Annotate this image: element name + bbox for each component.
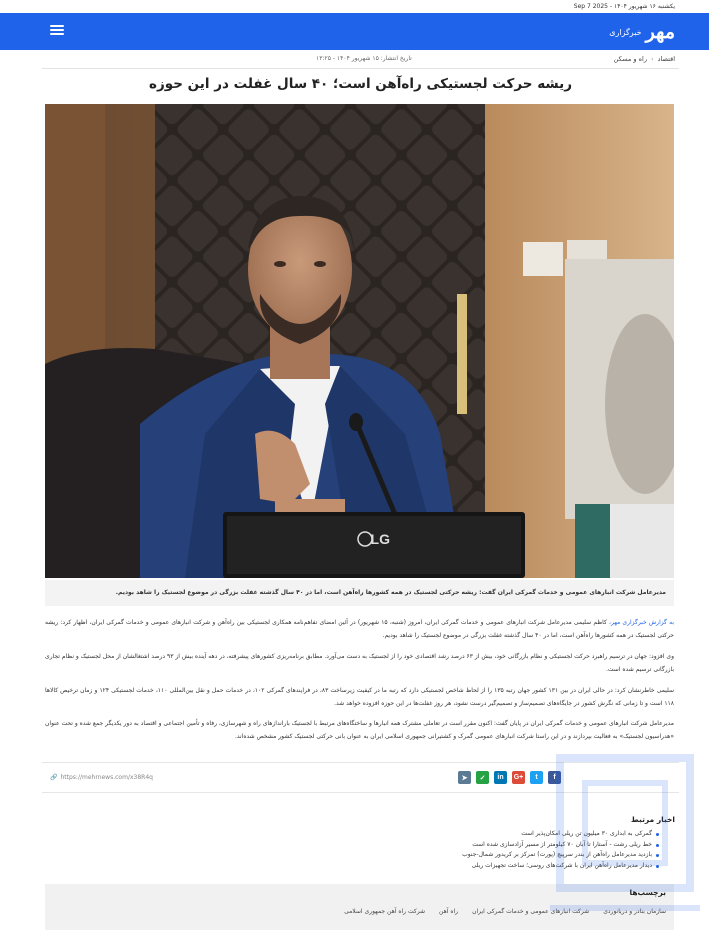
short-link[interactable] xyxy=(50,774,153,781)
article-paragraph-1 xyxy=(45,617,674,642)
article-paragraph-3: سلیمی خاطرنشان کرد: در حالی ایران در بین ۱۳۱ کشور جهان رتبه ۱۳۵ را از لحاظ شاخص لجستیکی دارد که رتبه ما در کیفیت زیرساخت ۸۳، در فرایندهای گمرکی ۱۰۲، در خدمات حمل و نقل بین‌المللی ۱۱۰، خدمات لجستیکی ۱۲۴ و زمان ترخیص کالاها ۱۱۸ است و تا زمانی که نگرش کشور در جایگاه‌های تصمیم‌ساز و تصمیم‌گیر درست نشود، هر روز غفلت‌ها در این حوزه افزوده خواهد شد. xyxy=(45,687,674,707)
twitter-share-icon[interactable]: t xyxy=(530,771,543,784)
related-news-item[interactable]: بازدید مدیرعامل راه‌آهن از بندر سرپیچ (پورت) تمرکز بر کریدور شمال-جنوب xyxy=(239,850,659,861)
article-photo xyxy=(45,104,674,578)
site-logo[interactable] xyxy=(565,17,675,47)
link-icon: 🔗 xyxy=(50,774,58,781)
related-news-item[interactable]: خط ریلی رشت - آستارا تا آبان ۷۰ کیلومتر از مسیر آزادسازی شده است xyxy=(239,840,659,851)
tags-box xyxy=(45,884,674,930)
google-plus-share-icon[interactable]: G+ xyxy=(512,771,525,784)
share-buttons xyxy=(458,771,561,784)
news-agency-link[interactable]: به گزارش خبرگزاری مهر، xyxy=(609,619,674,626)
tag-item[interactable]: سازمان بنادر و دریانوردی xyxy=(603,908,666,915)
top-date-bar xyxy=(0,0,709,13)
tag-item[interactable]: شرکت راه آهن جمهوری اسلامی xyxy=(344,908,426,915)
article-paragraph-2: وی افزود: جهان در ترسیم راهبرد حرکت لجستیکی و نظام بازرگانی خود، بیش از ۶۳ درصد رشد اقتصادی خود را از لجستیک به دست می‌آورد. مطابق برنامه‌ریزی کشورهای پیشرفته، در دهه آینده بیش از ۹۳ درصد اشتغالشان از محل لجستیک و نظام تجاری بازرگانی ترسیم شده است. xyxy=(45,653,674,673)
photo-caption: مدیرعامل شرکت انبارهای عمومی و خدمات گمرکی ایران گفت: ریشه حرکتی لجستیک در همه کشورها راه‌آهن است، اما در ۴۰ سال گذشته غفلت بزرگی در موضوع لجستیک را شاهد بودیم. xyxy=(45,580,674,606)
divider xyxy=(42,792,679,793)
article-photo-image xyxy=(45,104,674,578)
tag-item[interactable]: شرکت انبارهای عمومی و خدمات گمرکی ایران xyxy=(472,908,590,915)
whatsapp-share-icon[interactable]: ✓ xyxy=(476,771,489,784)
related-news-item[interactable]: گمرکی به ابداری ۳۰ میلیون تن ریلی امکان‌پذیر است xyxy=(239,829,659,840)
logo-mark: مهر xyxy=(645,21,675,43)
tags-heading: برچسب‌ها xyxy=(629,888,666,897)
article-title: ریشه حرکت لجستیکی راه‌آهن است؛ ۴۰ سال غفلت در این حوزه xyxy=(149,76,572,92)
linkedin-share-icon[interactable]: in xyxy=(494,771,507,784)
logo-subtitle: خبرگزاری xyxy=(609,27,642,37)
breadcrumb xyxy=(614,55,675,63)
hamburger-menu-icon[interactable] xyxy=(50,23,64,37)
publish-date: تاریخ انتشار: ۱۵ شهریور ۱۴۰۴ - ۱۳:۲۵ xyxy=(316,55,412,62)
facebook-share-icon[interactable]: f xyxy=(548,771,561,784)
tag-item[interactable]: راه آهن xyxy=(439,908,459,915)
article-paragraph-4: مدیرعامل شرکت انبارهای عمومی و خدمات گمرکی ایران در پایان گفت: اکنون مقرر است در تعاملی مشترک همه انبارها و ساختگاه‌های مرتبط با لجستیک بارانداز‌های راه و شهرسازی، رفاه و تأمین اجتماعی و اقتصاد به دور یکدیگر جمع شده و تحت عنوان «هدراسیون لجستیک» به فعالیت بپردازند و در این راستا شرکت انبارهای عمومی گمرک و کشتیرانی جمهوری اسلامی ایران به عنوان بانی حرکتی لجستیک کشور مشخص شده‌اند. xyxy=(45,720,674,740)
current-date: یکشنبه ۱۶ شهریور ۱۴۰۴ - Sep 7 2025 xyxy=(573,3,675,10)
divider xyxy=(42,68,679,69)
site-header xyxy=(0,13,709,50)
breadcrumb-item-housing[interactable]: راه و مسکن xyxy=(613,55,647,63)
related-news-heading: اخبار مرتبط xyxy=(630,815,675,824)
breadcrumb-separator: › xyxy=(651,55,654,63)
tags-list xyxy=(344,908,666,915)
related-news-item[interactable]: دیدار مدیرعامل راه‌آهن ایران با شرکت‌های روسی؛ ساخت تجهیزات ریلی xyxy=(239,861,659,872)
article-paragraph-1-text: کاظم سلیمی مدیرعامل شرکت انبارهای عمومی و خدمات گمرکی ایران، امروز (شنبه، ۱۵ شهریور) در آئین امضای تفاهم‌نامه همکاری لجستیکی بین راه‌آهن و شرکت انبارهای عمومی و خدمات گمرکی ایران، اظهار کرد: ریشه حرکتی لجستیک در همه کشورها راه‌آهن است، اما در ۴۰ سال گذشته غفلت بزرگی در موضوع لجستیک را شاهد بودیم. xyxy=(45,619,674,639)
related-news-list xyxy=(239,829,659,871)
short-url-text: https://mehrnews.com/x38R4q xyxy=(60,774,153,781)
monitor-brand-text: LG xyxy=(370,531,390,547)
telegram-share-icon[interactable]: ➤ xyxy=(458,771,471,784)
divider xyxy=(42,762,679,763)
breadcrumb-item-economy[interactable]: اقتصاد xyxy=(657,55,675,63)
